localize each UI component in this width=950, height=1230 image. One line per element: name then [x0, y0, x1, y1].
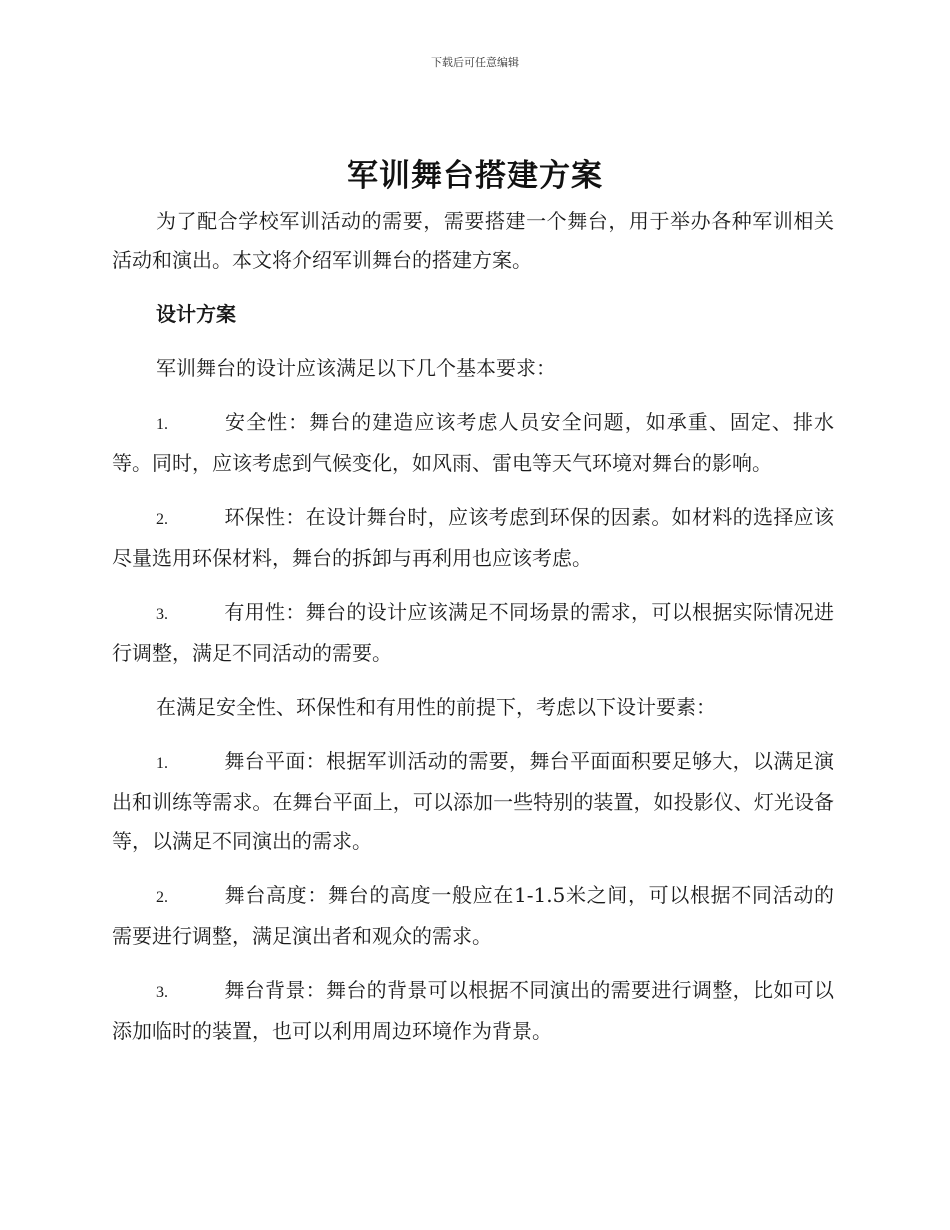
section-heading: 设计方案: [156, 302, 236, 326]
list-item: [112, 498, 834, 578]
list-item-text: 有用性：舞台的设计应该满足不同场景的需求，可以根据实际情况进行调整，满足不同活动的需要。: [112, 600, 834, 665]
document-title: 军训舞台搭建方案: [347, 158, 603, 194]
list-item: [112, 971, 834, 1051]
list-item: [112, 742, 834, 861]
list-item-number: 3.: [156, 606, 168, 623]
list-item-text: 舞台平面：根据军训活动的需要，舞台平面面积要足够大，以满足演出和训练等需求。在舞台平面上，可以添加一些特别的装置，如投影仪、灯光设备等，以满足不同演出的需求。: [112, 749, 834, 853]
list-item-number: 2.: [156, 889, 168, 906]
list-item: [112, 403, 834, 483]
document-body: [112, 202, 834, 1066]
list-item-number: 1.: [156, 416, 168, 433]
list-item-text: 舞台背景：舞台的背景可以根据不同演出的需要进行调整，比如可以添加临时的装置，也可以利用周边环境作为背景。: [112, 978, 834, 1043]
list-item: [112, 876, 834, 956]
list-item-number: 3.: [156, 984, 168, 1001]
list-item: [112, 593, 834, 673]
list-item-number: 2.: [156, 511, 168, 528]
requirements-lead: 军训舞台的设计应该满足以下几个基本要求：: [156, 356, 556, 380]
elements-lead: 在满足安全性、环保性和有用性的前提下，考虑以下设计要素：: [156, 695, 716, 719]
list-item-text: 安全性：舞台的建造应该考虑人员安全问题，如承重、固定、排水等。同时，应该考虑到气候变化，如风雨、雷电等天气环境对舞台的影响。: [112, 410, 834, 475]
list-item-text: 舞台高度：舞台的高度一般应在1-1.5米之间，可以根据不同活动的需要进行调整，满足演出者和观众的需求。: [112, 883, 834, 948]
intro-paragraph: 为了配合学校军训活动的需要，需要搭建一个舞台，用于举办各种军训相关活动和演出。本文将介绍军训舞台的搭建方案。: [112, 209, 834, 272]
header-note: 下载后可任意编辑: [431, 56, 519, 69]
list-item-text: 环保性：在设计舞台时，应该考虑到环保的因素。如材料的选择应该尽量选用环保材料，舞台的拆卸与再利用也应该考虑。: [112, 505, 834, 570]
list-item-number: 1.: [156, 755, 168, 772]
